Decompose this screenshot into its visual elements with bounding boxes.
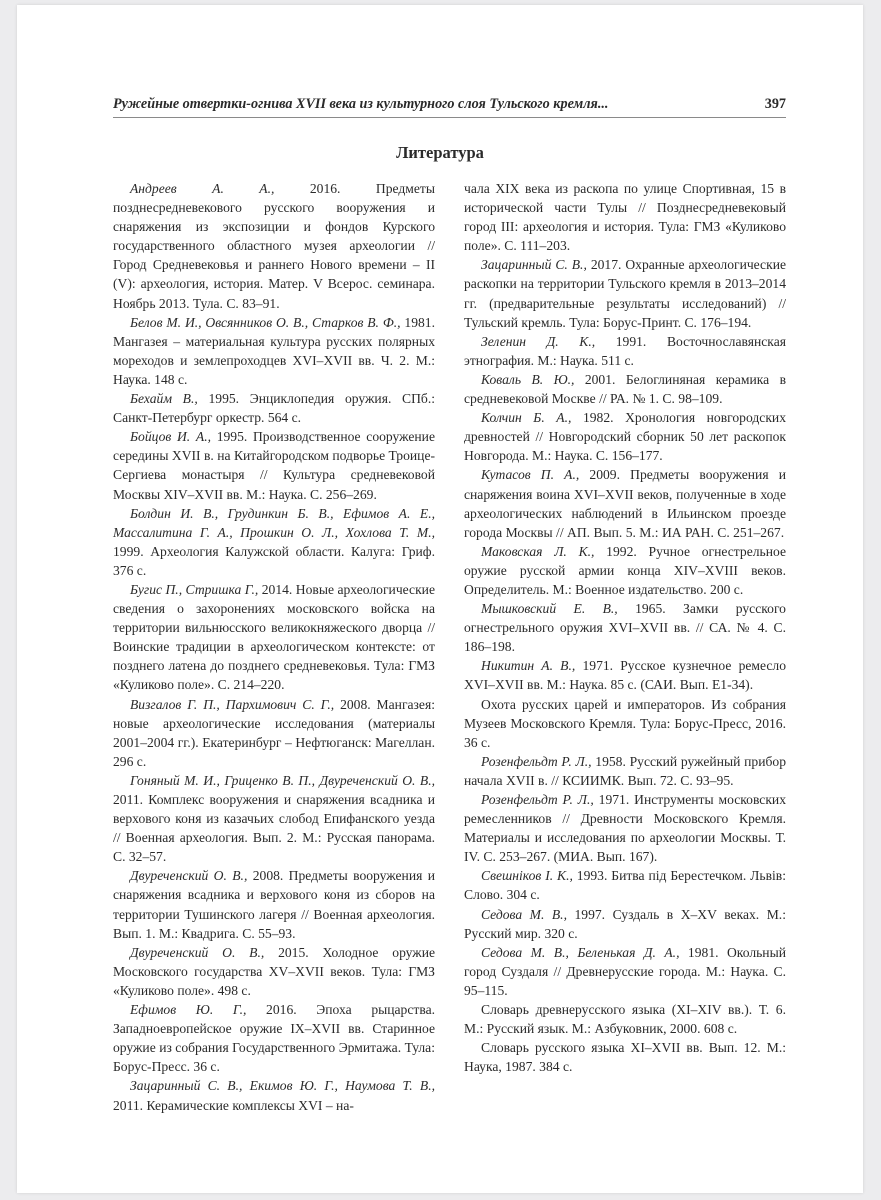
reference-entry xyxy=(464,1038,786,1076)
reference-authors: Розенфельдт Р. Л., xyxy=(481,753,592,769)
reference-text: 2008. Мангазея: новые археологические исследования (материалы 2001–2004 гг.). Екатеринбург – Нефтюганск: Магеллан. 296 с. xyxy=(113,696,435,769)
reference-authors: Бойцов И. А., xyxy=(130,429,211,445)
reference-text: Словарь русского языка XI–XVII вв. Вып. 12. М.: Наука, 1987. 384 с. xyxy=(464,1040,786,1075)
reference-entry xyxy=(464,542,786,599)
reference-entry xyxy=(113,179,435,313)
reference-text: 1991. Восточнославянская этнография. М.: Наука. 511 с. xyxy=(464,333,786,368)
reference-text: 1981. Мангазея – материальная культура русских полярных мореходов и землепроходцев XVI–XVII вв. Ч. 2. М.: Наука. 148 с. xyxy=(113,314,435,387)
reference-entry xyxy=(464,656,786,694)
reference-authors: Зацаринный С. В., xyxy=(481,257,587,273)
reference-authors: Седова М. В., Беленькая Д. А., xyxy=(481,944,680,960)
reference-text: 1995. Энциклопедия оружия. СПб.: Санкт-Петербург оркестр. 564 с. xyxy=(113,391,436,426)
reference-authors: Никитин А. В., xyxy=(481,658,576,674)
reference-text: 2011. Комплекс вооружения и снаряжения всадника и верхового коня из казачьих слобод Епифанского уезда // Военная археология. Вып. 2. М.: Русская панорама. С. 32–57. xyxy=(113,792,435,865)
reference-text: 1965. Замки русского огнестрельного оружия XVI–XVII вв. // СА. № 4. С. 186–198. xyxy=(464,601,786,655)
reference-entry xyxy=(464,599,786,656)
reference-authors: Коваль В. Ю., xyxy=(481,371,575,387)
reference-text: Словарь древнерусского языка (XI–XIV вв.). Т. 6. М.: Русский язык. М.: Азбуковник, 2000. 608 с. xyxy=(464,1002,786,1037)
reference-text: 2014. Новые археологические сведения о захоронениях московского войска на территории вильнюсского великокняжеского дворца // Воинские традиции в археологическом контексте: от позднего латена до позднего средневековья. Тула: ГМЗ «Куликово поле». С. 214–220. xyxy=(113,581,435,693)
reference-entry xyxy=(113,427,435,503)
reference-text: 1995. Производственное сооружение середины XVII в. на Китайгородском подворье Троице-Сергиева монастыря // Культура средневековой Москвы XIV–XVII вв. М.: Наука. С. 256–269. xyxy=(113,429,435,502)
reference-entry xyxy=(464,943,786,1000)
reference-text: 2016. Эпоха рыцарства. Западноевропейское оружие IX–XVII вв. Старинное оружие из собрания Государственного Эрмитажа. Тула: Борус-Пресс. 36 с. xyxy=(113,1002,435,1075)
reference-authors: Мышковский Е. В., xyxy=(481,601,618,617)
reference-text: 1981. Окольный город Суздаля // Древнерусские города. М.: Наука. С. 95–115. xyxy=(464,944,786,998)
reference-authors: Зеленин Д. К., xyxy=(481,333,596,349)
reference-entry xyxy=(113,389,435,427)
section-title: Литература xyxy=(396,143,484,162)
reference-text: Охота русских царей и императоров. Из собрания Музеев Московского Кремля. Тула: Борус-Пресс, 2016. 36 с. xyxy=(464,696,786,750)
reference-entry xyxy=(113,1076,435,1114)
reference-text: 2016. Предметы позднесредневекового русского вооружения и снаряжения из экспозиции и фондов Курского государственного областного музея археологии // Город Средневековья и раннего Нового времени – II (V): археология, история. Матер. V Всерос. семинара. Ноябрь 2013. Тула. С. 83–91. xyxy=(113,181,435,311)
reference-entry xyxy=(113,504,435,580)
reference-authors: Визгалов Г. П., Пархимович С. Г., xyxy=(130,696,335,712)
reference-authors: Седова М. В., xyxy=(481,906,567,922)
reference-authors: Розенфельдт Р. Л., xyxy=(481,792,594,807)
reference-entry xyxy=(464,905,786,943)
reference-entry xyxy=(113,313,435,389)
reference-text: 1997. Суздаль в X–XV веках. М.: Русский мир. 320 с. xyxy=(464,906,786,941)
reference-authors: Ефимов Ю. Г., xyxy=(130,1002,247,1018)
running-title: Ружейные отвертки-огнива XVII века из культурного слоя Тульского кремля... xyxy=(113,96,609,112)
reference-text: 2011. Керамические комплексы XVI – на- xyxy=(113,1097,354,1113)
reference-entry xyxy=(113,580,435,695)
reference-entry xyxy=(464,465,786,541)
reference-authors: Колчин Б. А., xyxy=(481,410,572,426)
reference-entry xyxy=(464,695,786,752)
reference-entry xyxy=(113,1000,435,1076)
reference-authors: Белов М. И., Овсянников О. В., Старков В. Ф., xyxy=(130,314,401,330)
reference-authors: Маковская Л. К., xyxy=(481,543,595,559)
reference-text: 2009. Предметы вооружения и снаряжения воина XVI–XVII веков, полученные в ходе археологических наблюдений в Ильинском проезде города Москвы // АП. Вып. 5. М.: ИА РАН. С. 251–267. xyxy=(464,467,786,540)
reference-text: 1958. Русский ружейный прибор начала XVII в. // КСИИМК. Вып. 72. С. 93–95. xyxy=(464,753,786,788)
reference-authors: Свешніков І. К., xyxy=(481,868,573,884)
reference-text: 2015. Холодное оружие Московского государства XV–XVII веков. Тула: ГМЗ «Куликово поле». 498 с. xyxy=(113,944,435,998)
reference-entry xyxy=(464,408,786,465)
reference-text: 1992. Ручное огнестрельное оружие русской армии конца XIV–XVIII веков. Определитель. М.: Военное издательство. 200 с. xyxy=(464,543,787,597)
reference-authors: Гоняный М. И., Гриценко В. П., Двуреченский О. В., xyxy=(130,772,435,788)
reference-entry xyxy=(113,695,435,771)
reference-entry xyxy=(464,752,786,790)
reference-entry xyxy=(464,790,786,866)
reference-authors: Бехайм В., xyxy=(130,391,198,407)
reference-authors: Андреев А. А., xyxy=(130,181,275,196)
reference-authors: Кутасов П. А., xyxy=(481,467,580,483)
reference-entry xyxy=(464,866,786,904)
reference-text: 2008. Предметы вооружения и снаряжения всадника и верхового коня из сборов на территории Тушинского лагеря // Военная археология. Вып. 1. М.: Квадрига. С. 55–93. xyxy=(113,868,435,941)
reference-entry xyxy=(113,771,435,866)
reference-text: 1999. Археология Калужской области. Калуга: Гриф. 376 с. xyxy=(113,543,435,578)
running-header xyxy=(113,93,786,118)
reference-authors: Бугис П., Стришка Г., xyxy=(130,581,259,597)
reference-entry xyxy=(464,332,786,370)
reference-entry xyxy=(464,255,786,331)
reference-entry xyxy=(113,943,435,1000)
reference-entry xyxy=(464,1000,786,1038)
page-number: 397 xyxy=(764,96,786,112)
reference-entry xyxy=(113,866,435,942)
reference-text: 2017. Охранные археологические раскопки на территории Тульского кремля в 2013–2014 гг. (предварительные результаты исследований) // Тульский кремль. Тула: Борус-Принт. С. 176–194. xyxy=(464,257,787,330)
reference-authors: Двуреченский О. В., xyxy=(130,868,248,884)
reference-continuation: чала XIX века из раскопа по улице Спортивная, 15 в исторической части Тулы // Позднесредневековый город III: археология и история. Тула: ГМЗ «Куликово поле». С. 111–203. xyxy=(464,181,786,254)
reference-text: 1971. Инструменты московских ремесленников // Древности Московского Кремля. Материалы и исследования по археологии Москвы. Т. IV. С. 253–267. (МИА. Вып. 167). xyxy=(464,792,786,865)
reference-text: 1971. Русское кузнечное ремесло XVI–XVII вв. М.: Наука. 85 с. (САИ. Вып. Е1-34). xyxy=(464,658,787,693)
reference-text: 1993. Битва під Берестечком. Львів: Слово. 304 с. xyxy=(464,868,786,903)
reference-text: 2001. Белоглиняная керамика в средневековой Москве // РА. № 1. С. 98–109. xyxy=(464,371,786,407)
document-page xyxy=(17,5,863,1193)
reference-entry xyxy=(464,370,786,408)
reference-text: 1982. Хронология новгородских древностей // Новгородский сборник 50 лет раскопок Новгорода. М.: Наука. С. 156–177. xyxy=(464,410,786,464)
reference-authors: Двуреченский О. В., xyxy=(130,944,265,960)
references-column-right xyxy=(464,179,786,1076)
references-column-left xyxy=(113,179,435,1115)
reference-authors: Болдин И. В., Грудинкин Б. В., Ефимов А. Е., Массалитина Г. А., Прошкин О. Л., Хохлова Т. М., xyxy=(113,505,435,540)
reference-authors: Зацаринный С. В., Екимов Ю. Г., Наумова Т. В., xyxy=(130,1078,435,1094)
